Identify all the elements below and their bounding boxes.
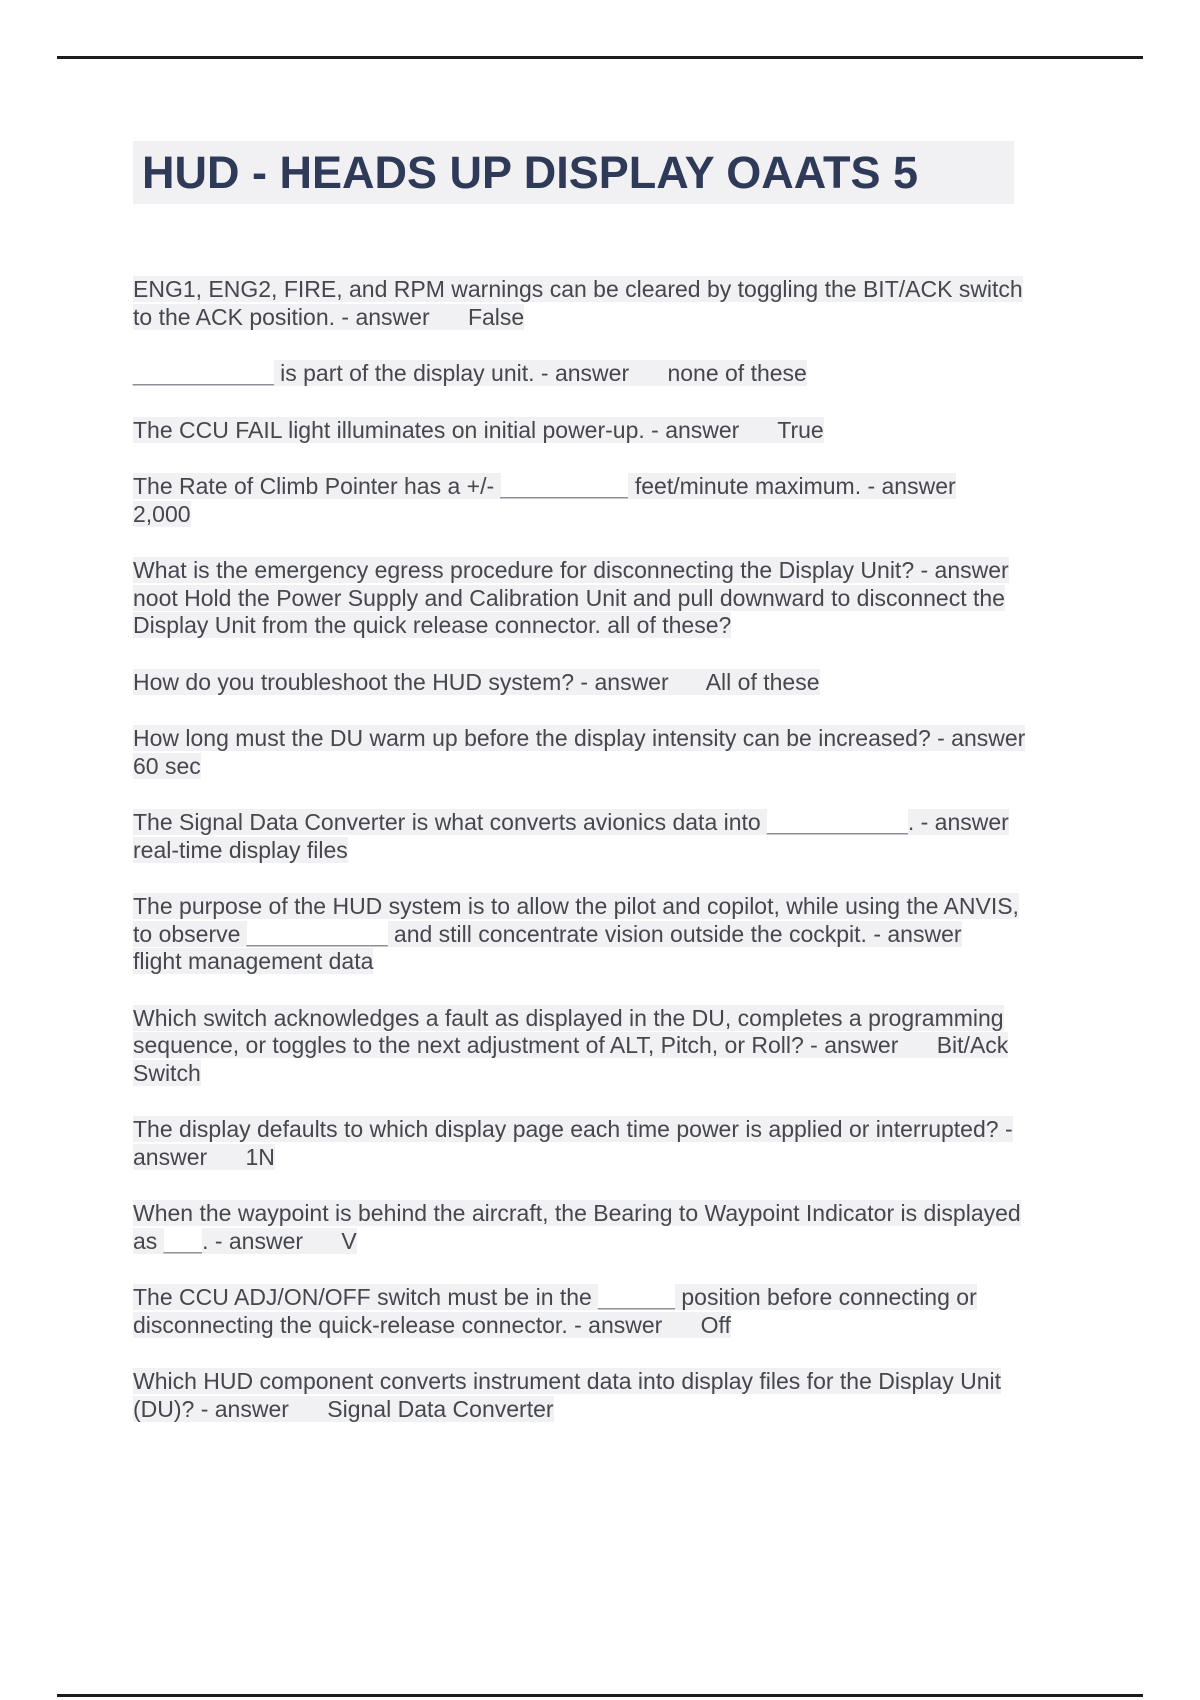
- qa-text: The Signal Data Converter is what converts avionics data into: [133, 809, 768, 835]
- qa-text: Display Unit from the quick release connector. all of these?: [133, 612, 732, 638]
- qa-text: to the ACK position. - answer False: [133, 303, 525, 330]
- qa-line: [133, 1312, 1093, 1340]
- qa-line: [133, 1144, 1093, 1172]
- qa-text: noot Hold the Power Supply and Calibration Unit and pull downward to disconnect the: [133, 584, 1005, 611]
- qa-text: Which HUD component converts instrument data into display files for the Display Unit: [133, 1368, 1001, 1394]
- qa-line: [133, 753, 1093, 781]
- qa-text: ENG1, ENG2, FIRE, and RPM warnings can be cleared by toggling the BIT/ACK switch: [133, 276, 1023, 302]
- qa-text: The purpose of the HUD system is to allow the pilot and copilot, while using the ANVIS,: [133, 893, 1019, 919]
- qa-text: What is the emergency egress procedure for disconnecting the Display Unit? - answer: [133, 557, 1009, 583]
- qa-text: 2,000: [133, 500, 191, 527]
- fill-in-blank: ___________: [767, 809, 908, 835]
- qa-line: [133, 921, 1093, 949]
- qa-text: sequence, or toggles to the next adjustment of ALT, Pitch, or Roll? - answer Bit/Ack: [133, 1032, 1009, 1058]
- qa-line: [133, 1284, 1093, 1312]
- qa-line: [133, 1368, 1093, 1396]
- qa-text: Switch: [133, 1059, 201, 1086]
- qa-item: [133, 1005, 1093, 1088]
- qa-line: [133, 1116, 1093, 1144]
- fill-in-blank: __________: [500, 473, 629, 499]
- fill-in-blank: ______: [598, 1284, 675, 1310]
- qa-line: [133, 1396, 1093, 1424]
- qa-line: [133, 809, 1093, 837]
- qa-text: disconnecting the quick-release connector. - answer Off: [133, 1311, 731, 1338]
- qa-text: feet/minute maximum. - answer: [628, 473, 956, 499]
- qa-line: [133, 948, 1093, 976]
- qa-line: [133, 473, 1093, 501]
- qa-item: [133, 417, 1093, 445]
- qa-line: [133, 669, 1093, 697]
- top-rule: [57, 56, 1143, 59]
- qa-item: [133, 1368, 1093, 1423]
- qa-item: [133, 276, 1093, 331]
- qa-line: [133, 304, 1093, 332]
- qa-line: [133, 557, 1093, 585]
- fill-in-blank: ___________: [133, 360, 274, 386]
- qa-text: to observe: [133, 920, 247, 947]
- qa-text: as: [133, 1227, 164, 1254]
- qa-item: [133, 809, 1093, 864]
- qa-text: position before connecting or: [674, 1284, 977, 1310]
- qa-line: [133, 1005, 1093, 1033]
- qa-text: How do you troubleshoot the HUD system? - answer All of these: [133, 668, 820, 695]
- qa-line: [133, 1032, 1093, 1060]
- qa-line: [133, 360, 1093, 388]
- qa-item: [133, 669, 1093, 697]
- qa-text: 60 sec: [133, 752, 201, 779]
- qa-line: [133, 837, 1093, 865]
- qa-line: [133, 1060, 1093, 1088]
- qa-line: [133, 725, 1093, 753]
- qa-text: Which switch acknowledges a fault as displayed in the DU, completes a programming: [133, 1004, 1004, 1031]
- qa-line: [133, 893, 1093, 921]
- page-title: HUD - HEADS UP DISPLAY OAATS 5: [133, 141, 1014, 204]
- qa-item: [133, 1200, 1093, 1255]
- qa-item: [133, 1116, 1093, 1171]
- fill-in-blank: ___: [163, 1227, 203, 1254]
- qa-item: [133, 557, 1093, 640]
- qa-line: [133, 1228, 1093, 1256]
- qa-item: [133, 725, 1093, 780]
- qa-text: The CCU FAIL light illuminates on initial power-up. - answer True: [133, 416, 824, 443]
- fill-in-blank: ___________: [246, 920, 388, 947]
- qa-text: and still concentrate vision outside the cockpit. - answer: [387, 920, 962, 947]
- qa-text: When the waypoint is behind the aircraft, the Bearing to Waypoint Indicator is displayed: [133, 1200, 1021, 1226]
- qa-text: . - answer: [907, 809, 1009, 835]
- qa-text: answer 1N: [133, 1143, 275, 1170]
- qa-line: [133, 1200, 1093, 1228]
- qa-text: . - answer V: [202, 1227, 357, 1254]
- qa-text: is part of the display unit. - answer none of these: [273, 360, 807, 386]
- qa-text: How long must the DU warm up before the display intensity can be increased? - answer: [133, 725, 1026, 751]
- qa-line: [133, 501, 1093, 529]
- qa-text: real-time display files: [133, 836, 348, 863]
- qa-item: [133, 473, 1093, 528]
- qa-line: [133, 276, 1093, 304]
- qa-line: [133, 417, 1093, 445]
- qa-line: [133, 585, 1093, 613]
- qa-text: The display defaults to which display page each time power is applied or interrupted? -: [133, 1116, 1013, 1142]
- qa-text: flight management data: [133, 948, 374, 974]
- qa-text: The Rate of Climb Pointer has a +/-: [133, 473, 501, 499]
- qa-line: [133, 612, 1093, 640]
- qa-item: [133, 1284, 1093, 1339]
- qa-item: [133, 893, 1093, 976]
- qa-content: [133, 276, 1093, 1452]
- qa-text: The CCU ADJ/ON/OFF switch must be in the: [133, 1284, 599, 1310]
- bottom-rule: [57, 1694, 1143, 1697]
- qa-item: [133, 360, 1093, 388]
- qa-text: (DU)? - answer Signal Data Converter: [133, 1395, 554, 1422]
